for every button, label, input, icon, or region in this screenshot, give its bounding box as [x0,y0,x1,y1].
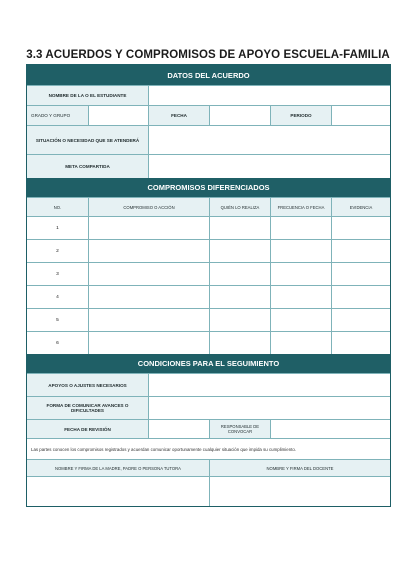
compromisos-header-row [27,197,390,216]
evidencia-cell[interactable] [331,332,390,354]
column-header: FRECUENCIA O FECHA [270,198,331,216]
grado-label: GRADO Y GRUPO [27,106,88,125]
section-header-condiciones: CONDICIONES PARA EL SEGUIMIENTO [27,354,390,373]
apoyos-label: APOYOS O AJUSTES NECESARIOS [27,374,148,396]
meta-field[interactable] [148,155,390,178]
compromiso-cell[interactable] [88,263,209,285]
firma-docente-label: NOMBRE Y FIRMA DEL DOCENTE [209,460,390,476]
table-row [27,262,390,285]
fecha-label: FECHA [148,106,209,125]
row-situacion [27,125,390,154]
compromiso-cell[interactable] [88,217,209,239]
row-number: 5 [27,309,88,331]
agreement-statement: Las partes conocen los compromisos registrados y acuerdan comunicar oportunamente cualquier situación que impida su cumplimiento. [27,439,390,459]
comunicar-label: FORMA DE COMUNICAR AVANCES O DIFICULTADES [27,397,148,419]
row-nombre [27,85,390,105]
row-grado-fecha-periodo [27,105,390,125]
periodo-field[interactable] [331,106,390,125]
frecuencia-cell[interactable] [270,286,331,308]
row-comunicar [27,396,390,419]
evidencia-cell[interactable] [331,286,390,308]
nombre-field[interactable] [148,86,390,105]
compromiso-cell[interactable] [88,286,209,308]
quien-cell[interactable] [209,217,270,239]
table-row [27,216,390,239]
row-apoyos [27,373,390,396]
evidencia-cell[interactable] [331,240,390,262]
revision-field[interactable] [148,420,209,438]
column-header: QUIÉN LO REALIZA [209,198,270,216]
table-row [27,239,390,262]
section-header-compromisos: COMPROMISOS DIFERENCIADOS [27,178,390,197]
section-header-datos: DATOS DEL ACUERDO [27,65,390,85]
evidencia-cell[interactable] [331,309,390,331]
frecuencia-cell[interactable] [270,217,331,239]
page-title: 3.3 ACUERDOS Y COMPROMISOS DE APOYO ESCUELA-FAMILIA [26,49,390,61]
firma-madre-label: NOMBRE Y FIRMA DE LA MADRE, PADRE O PERSONA TUTORA [27,460,209,476]
row-number: 1 [27,217,88,239]
compromiso-cell[interactable] [88,240,209,262]
quien-cell[interactable] [209,309,270,331]
situacion-field[interactable] [148,126,390,154]
quien-cell[interactable] [209,240,270,262]
table-row [27,331,390,354]
grado-field[interactable] [88,106,148,125]
firma-docente-field[interactable] [209,477,390,506]
revision-label: FECHA DE REVISIÓN [27,420,148,438]
quien-cell[interactable] [209,286,270,308]
frecuencia-cell[interactable] [270,309,331,331]
situacion-label: SITUACIÓN O NECESIDAD QUE SE ATENDERÁ [27,126,148,154]
frecuencia-cell[interactable] [270,263,331,285]
row-declaracion [27,438,390,459]
meta-label: META COMPARTIDA [27,155,148,178]
nombre-label: NOMBRE DE LA O EL ESTUDIANTE [27,86,148,105]
row-meta [27,154,390,178]
firma-madre-field[interactable] [27,477,209,506]
quien-cell[interactable] [209,332,270,354]
row-revision [27,419,390,438]
row-number: 3 [27,263,88,285]
comunicar-field[interactable] [148,397,390,419]
evidencia-cell[interactable] [331,217,390,239]
agreement-form [26,64,391,507]
responsable-label: RESPONSABLE DE CONVOCAR [209,420,270,438]
column-header: COMPROMISO O ACCIÓN [88,198,209,216]
table-row [27,285,390,308]
periodo-label: PERIODO [270,106,331,125]
fecha-field[interactable] [209,106,270,125]
row-number: 6 [27,332,88,354]
responsable-field[interactable] [270,420,390,438]
row-number: 4 [27,286,88,308]
apoyos-field[interactable] [148,374,390,396]
column-header: EVIDENCIA [331,198,390,216]
row-number: 2 [27,240,88,262]
compromiso-cell[interactable] [88,332,209,354]
column-header: NO. [27,198,88,216]
row-firmas-labels [27,459,390,476]
compromiso-cell[interactable] [88,309,209,331]
table-row [27,308,390,331]
quien-cell[interactable] [209,263,270,285]
frecuencia-cell[interactable] [270,240,331,262]
evidencia-cell[interactable] [331,263,390,285]
frecuencia-cell[interactable] [270,332,331,354]
row-firmas [27,476,390,506]
